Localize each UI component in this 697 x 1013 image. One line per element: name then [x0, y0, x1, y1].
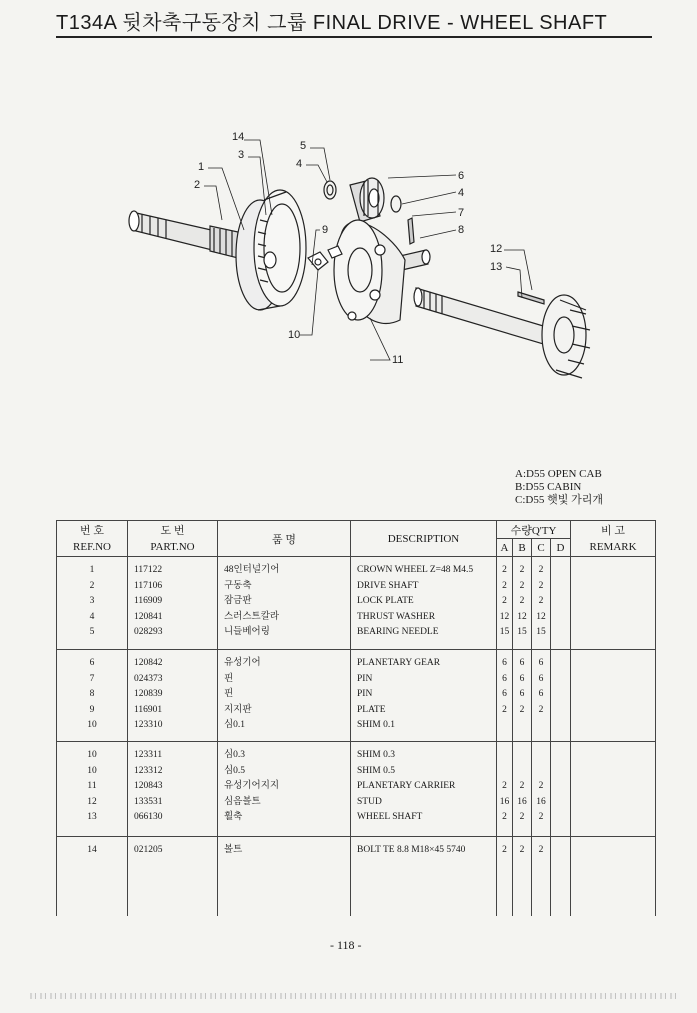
cell-line: 15: [517, 627, 527, 637]
cell-line: 2: [519, 812, 525, 822]
cell-line: 핀: [224, 689, 234, 699]
cell-b: [513, 650, 532, 742]
cell-line: 16: [536, 796, 546, 807]
cell-line: 잠금판: [224, 596, 252, 606]
cell-ref: [57, 650, 128, 742]
cell-b: [513, 557, 532, 650]
cell-line: 6: [519, 689, 525, 699]
cell-line: 15: [499, 627, 510, 637]
cell-line: 볼트: [224, 845, 243, 855]
table-row-group: [57, 837, 656, 917]
cell-empty: [571, 837, 656, 917]
cell-a: [497, 650, 513, 742]
cell-line: 123312: [134, 765, 163, 776]
cell-line: 12: [517, 611, 527, 622]
cell-line: 16: [517, 796, 527, 807]
cell-line: THRUST WASHER: [357, 611, 436, 622]
header-description: DESCRIPTION: [351, 521, 497, 557]
header-qty-a: A: [497, 539, 513, 557]
cell-line: 12: [87, 796, 97, 807]
cell-name: [218, 650, 351, 742]
cell-line: PLANETARY CARRIER: [357, 781, 456, 791]
cell-line: 117106: [134, 580, 163, 591]
cell-line: 6: [502, 658, 507, 668]
legend-line-a: A:D55 OPEN CAB: [515, 468, 602, 480]
header-part-ko: 도 번: [128, 521, 218, 539]
cell-part: [128, 837, 218, 917]
header-qty-b: B: [513, 539, 532, 557]
cell-line: 2: [538, 565, 544, 575]
cell-part: [128, 650, 218, 742]
cell-name: [218, 742, 351, 837]
cell-name: [218, 837, 351, 917]
cell-line: 5: [89, 627, 95, 637]
cell-line: BEARING NEEDLE: [357, 627, 439, 637]
cell-line: [513, 764, 531, 780]
cell-line: 2: [538, 704, 544, 715]
cell-c: [532, 837, 551, 917]
cell-line: PLATE: [357, 704, 386, 715]
cell-empty: [551, 557, 571, 650]
cell-line: 6: [519, 658, 525, 668]
cell-line: 10: [87, 765, 97, 776]
cell-line: 2: [502, 565, 507, 575]
cell-line: 심0.5: [224, 765, 246, 776]
cell-line: 2: [519, 704, 525, 715]
callout-3: 3: [238, 149, 245, 161]
cell-line: DRIVE SHAFT: [357, 580, 419, 591]
cell-line: 120839: [134, 689, 163, 699]
callout-6: 6: [458, 170, 465, 182]
legend-line-b: B:D55 CABIN: [515, 481, 582, 493]
title-rule: [56, 36, 652, 38]
callout-9: 9: [322, 224, 329, 236]
cell-a: [497, 557, 513, 650]
cell-line: 핀: [224, 673, 234, 684]
cell-c: [532, 557, 551, 650]
header-qty-d: D: [551, 539, 571, 557]
header-name-ko: 품 명: [218, 521, 351, 557]
cell-line: 133531: [134, 796, 163, 807]
cell-empty: [571, 557, 656, 650]
cell-line: 021205: [134, 845, 163, 855]
cell-line: LOCK PLATE: [357, 596, 414, 606]
cell-line: 6: [502, 689, 507, 699]
callout-8: 8: [458, 224, 465, 236]
cell-line: 10: [87, 750, 97, 760]
cell-line: 6: [538, 673, 544, 684]
table-row-group: [57, 557, 656, 650]
cell-line: SHIM 0.5: [357, 765, 396, 776]
cell-desc: [351, 650, 497, 742]
header-qty: 수량Q'TY: [497, 521, 571, 539]
cell-line: [532, 718, 550, 734]
header-ref-ko: 번 호: [57, 521, 128, 539]
cell-line: 066130: [134, 812, 163, 822]
cell-line: 6: [519, 673, 525, 684]
cell-line: 2: [519, 580, 525, 591]
cell-line: 유성기어: [224, 658, 261, 668]
cell-line: 7: [89, 673, 95, 684]
cell-ref: [57, 742, 128, 837]
cell-line: 6: [502, 673, 507, 684]
cell-line: [513, 748, 531, 764]
header-remark-ko: 비 고: [571, 521, 656, 539]
cell-empty: [551, 742, 571, 837]
cell-line: 15: [536, 627, 546, 637]
exploded-parts-diagram: [120, 120, 620, 380]
cell-line: BOLT TE 8.8 M18×45 5740: [357, 845, 466, 855]
cell-line: 16: [499, 796, 510, 807]
cell-line: 123311: [134, 750, 163, 760]
cell-line: 8: [89, 689, 95, 699]
legend-line-c: C:D55 햇빛 가리개: [515, 494, 603, 506]
cell-line: 1: [89, 565, 95, 575]
cell-line: [497, 748, 512, 764]
callout-12: 12: [490, 243, 503, 255]
cell-line: 2: [502, 704, 507, 715]
cell-line: 2: [519, 781, 525, 791]
table-row-group: [57, 650, 656, 742]
cell-line: 스러스트칼라: [224, 611, 280, 622]
cell-name: [218, 557, 351, 650]
scan-artifact-strip: [30, 993, 680, 999]
cell-line: 2: [519, 845, 525, 855]
cell-empty: [571, 650, 656, 742]
header-remark-en: REMARK: [571, 539, 656, 557]
cell-desc: [351, 742, 497, 837]
model-legend: [515, 468, 603, 507]
cell-desc: [351, 557, 497, 650]
callout-2: 2: [194, 179, 201, 191]
cell-line: PIN: [357, 673, 373, 684]
lock-plate-drawing: [308, 252, 328, 270]
callout-5: 5: [300, 140, 307, 152]
cell-line: WHEEL SHAFT: [357, 812, 423, 822]
callout-4b: 4: [458, 187, 465, 199]
cell-line: 13: [87, 812, 97, 822]
cell-empty: [551, 837, 571, 917]
cell-line: 116901: [134, 704, 163, 715]
cell-line: 120842: [134, 658, 163, 668]
cell-line: 6: [89, 658, 95, 668]
cell-empty: [571, 742, 656, 837]
planetary-carrier-drawing: [328, 220, 405, 323]
cell-line: 9: [89, 704, 95, 715]
header-part-en: PART.NO: [128, 539, 218, 557]
cell-line: 3: [89, 596, 95, 606]
cell-line: PIN: [357, 689, 373, 699]
cell-line: 48인터널기어: [224, 565, 280, 575]
cell-ref: [57, 837, 128, 917]
cell-line: [532, 748, 550, 764]
cell-line: 2: [538, 781, 544, 791]
cell-line: 2: [502, 812, 507, 822]
cell-line: SHIM 0.3: [357, 750, 396, 760]
cell-line: 14: [87, 845, 97, 855]
cell-line: 2: [519, 596, 525, 606]
parts-table-body: [57, 557, 656, 917]
header-qty-c: C: [532, 539, 551, 557]
cell-c: [532, 650, 551, 742]
cell-line: [497, 718, 512, 734]
cell-line: SHIM 0.1: [357, 720, 396, 730]
cell-line: 6: [538, 658, 544, 668]
cell-line: 6: [538, 689, 544, 699]
cell-line: 니들베어링: [224, 627, 270, 637]
cell-a: [497, 837, 513, 917]
cell-part: [128, 742, 218, 837]
cell-line: 11: [87, 781, 97, 791]
cell-line: 12: [499, 611, 510, 622]
cell-line: 2: [502, 781, 507, 791]
cell-line: 휠축: [224, 812, 243, 822]
cell-b: [513, 742, 532, 837]
cell-line: 2: [89, 580, 95, 591]
cell-line: 2: [519, 565, 525, 575]
callout-14: 14: [232, 131, 245, 143]
cell-line: 2: [502, 596, 507, 606]
cell-line: 4: [89, 611, 95, 622]
cell-line: 123310: [134, 720, 163, 730]
page-title: T134A 뒷차축구동장치 그룹 FINAL DRIVE - WHEEL SHAFT: [56, 12, 608, 34]
cell-line: 028293: [134, 627, 163, 637]
cell-line: PLANETARY GEAR: [357, 658, 441, 668]
callout-10: 10: [288, 329, 301, 341]
planetary-gear-drawing: [324, 178, 401, 222]
cell-line: [513, 718, 531, 734]
table-row-group: [57, 742, 656, 837]
cell-b: [513, 837, 532, 917]
cell-line: 2: [538, 812, 544, 822]
cell-line: 심음볼트: [224, 796, 261, 807]
cell-line: 120841: [134, 611, 163, 622]
page-number: - 118 -: [330, 938, 362, 952]
cell-ref: [57, 557, 128, 650]
cell-line: STUD: [357, 796, 382, 807]
cell-desc: [351, 837, 497, 917]
cell-line: 2: [538, 580, 544, 591]
cell-line: 10: [87, 720, 97, 730]
header-ref-en: REF.NO: [57, 539, 128, 557]
cell-line: 116909: [134, 596, 163, 606]
callout-13: 13: [490, 261, 503, 273]
callout-4: 4: [296, 158, 303, 170]
cell-part: [128, 557, 218, 650]
cell-line: [497, 764, 512, 780]
cell-line: 2: [538, 845, 544, 855]
callout-11: 11: [392, 354, 404, 366]
cell-line: 심0.3: [224, 750, 246, 760]
callout-7: 7: [458, 207, 465, 219]
cell-line: 117122: [134, 565, 163, 575]
cell-line: 12: [536, 611, 546, 622]
cell-a: [497, 742, 513, 837]
cell-line: 2: [502, 845, 507, 855]
wheel-shaft-drawing: [414, 288, 590, 378]
callout-1: 1: [198, 161, 205, 173]
cell-line: 2: [538, 596, 544, 606]
parts-table: [56, 520, 656, 916]
cell-line: CROWN WHEEL Z=48 M4.5: [357, 565, 474, 575]
cell-line: 지지판: [224, 704, 252, 715]
cell-line: 024373: [134, 673, 163, 684]
cell-c: [532, 742, 551, 837]
cell-line: [532, 764, 550, 780]
cell-line: 2: [502, 580, 507, 591]
cell-line: 구동축: [224, 580, 252, 591]
cell-line: 유성기어지지: [224, 781, 280, 791]
cell-empty: [551, 650, 571, 742]
cell-line: 120843: [134, 781, 163, 791]
cell-line: 심0.1: [224, 720, 246, 730]
